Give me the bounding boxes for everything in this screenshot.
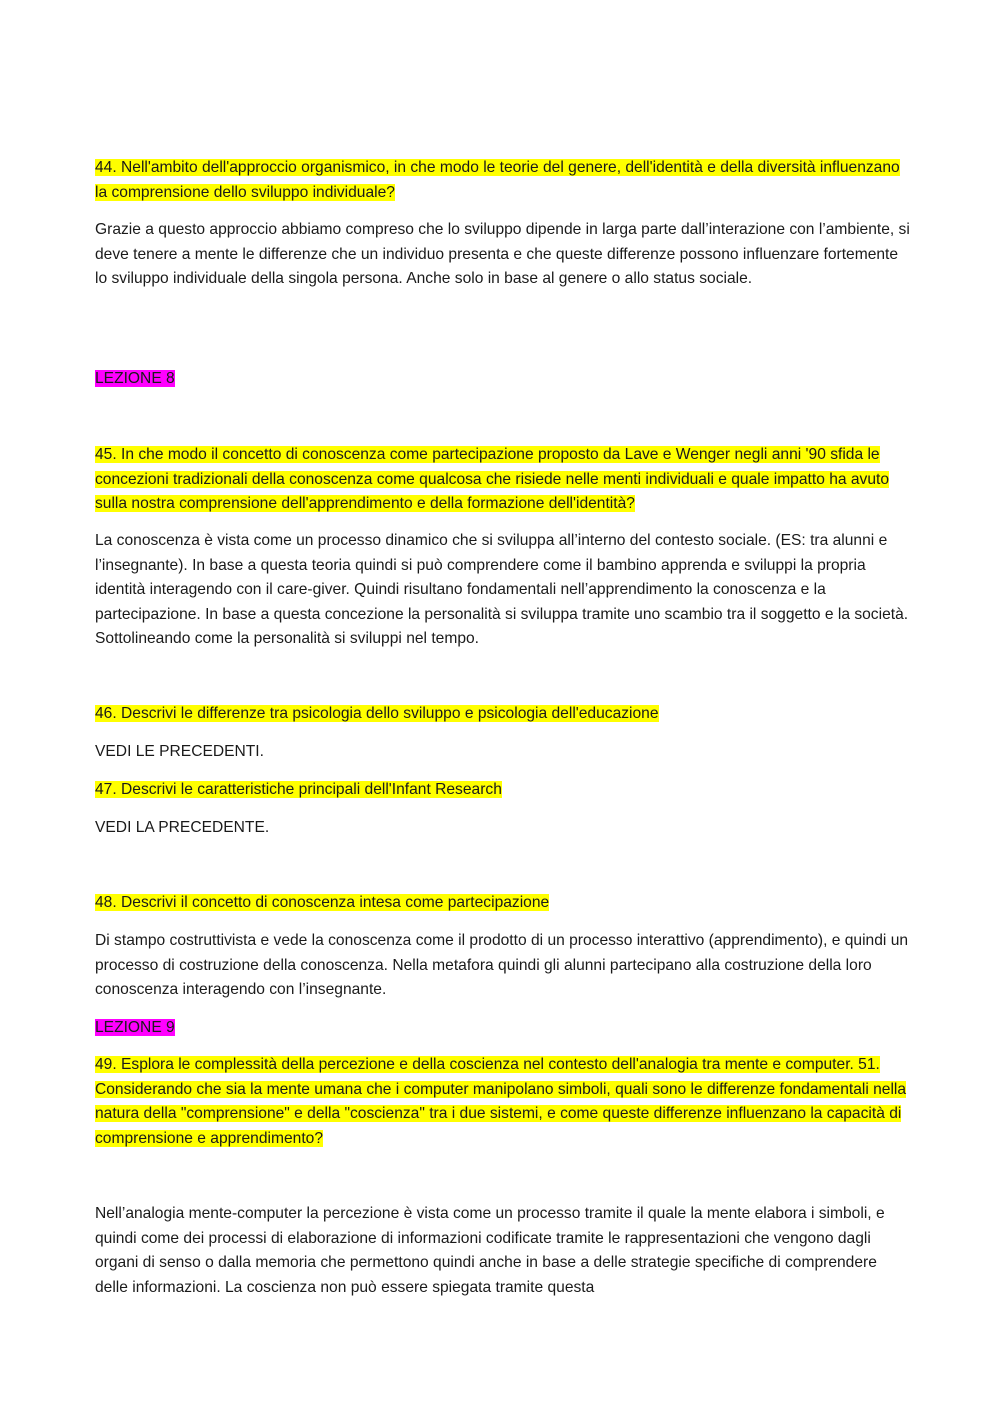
lesson-8-label: LEZIONE 8 (95, 370, 175, 387)
question-49 (95, 1053, 910, 1151)
question-48 (95, 891, 910, 916)
question-46-text: 46. Descrivi le differenze tra psicologia dello sviluppo e psicologia dell'educazione (95, 705, 659, 722)
question-44 (95, 156, 910, 205)
answer-45: La conoscenza è vista come un processo dinamico che si sviluppa all’interno del contesto sociale. (ES: tra alunni e l’insegnante). In base a questa teoria quindi si può comprendere come il bambino apprenda e sviluppi la propria identità interagendo con il care-giver. Quindi risultano fondamentali nell’apprendimento la conoscenza e la partecipazione. In base a questa concezione la personalità si sviluppa tramite uno scambio tra il soggetto e la società. Sottolineando come la personalità si sviluppi nel tempo. (95, 532, 909, 647)
answer-44: Grazie a questo approccio abbiamo compreso che lo sviluppo dipende in larga parte dall’interazione con l’ambiente, si deve tenere a mente le differenze che un individuo presenta e che queste differenze possono influenzare fortemente lo sviluppo individuale della singola persona. Anche solo in base al genere o allo status sociale. (95, 221, 910, 287)
answer-48: Di stampo costruttivista e vede la conoscenza come il prodotto di un processo interattivo (apprendimento), e quindi un processo di costruzione della conoscenza. Nella metafora quindi gli alunni partecipano alla costruzione della loro conoscenza interagendo con l’insegnante. (95, 932, 909, 998)
question-48-text: 48. Descrivi il concetto di conoscenza intesa come partecipazione (95, 894, 550, 911)
answer-46: VEDI LE PRECEDENTI. (95, 743, 264, 760)
question-47-text: 47. Descrivi le caratteristiche principali dell'Infant Research (95, 781, 502, 798)
question-45 (95, 443, 910, 517)
lesson-9-label: LEZIONE 9 (95, 1019, 175, 1036)
question-47 (95, 778, 910, 803)
answer-49: Nell’analogia mente-computer la percezione è vista come un processo tramite il quale la mente elabora i simboli, e quindi come dei processi di elaborazione di informazioni codificate tramite le rappresentazioni che vengono dagli organi di senso o dalla memoria che permettono quindi anche in base a delle strategie specifiche di comprendere delle informazioni. La coscienza non può essere spiegata tramite questa (95, 1205, 885, 1296)
question-46 (95, 702, 910, 727)
answer-47: VEDI LA PRECEDENTE. (95, 819, 270, 836)
question-44-text: 44. Nell'ambito dell'approccio organismico, in che modo le teorie del genere, dell'identità e della diversità influenzano la comprensione dello sviluppo individuale? (95, 159, 900, 201)
question-49-text: 49. Esplora le complessità della percezione e della coscienza nel contesto dell'analogia tra mente e computer. 51. Considerando che sia la mente umana che i computer manipolano simboli, quali sono le differenze fondamentali nella natura della "comprensione" e della "coscienza" tra i due sistemi, e come queste differenze influenzano la capacità di comprensione e apprendimento? (95, 1056, 907, 1147)
lesson-heading-9 (95, 1016, 910, 1041)
question-45-text: 45. In che modo il concetto di conoscenza come partecipazione proposto da Lave e Wenger negli anni '90 sfida le concezioni tradizionali della conoscenza come qualcosa che risiede nelle menti individuali e quale impatto ha avuto sulla nostra comprensione dell'apprendimento e della formazione dell'identità? (95, 446, 890, 512)
lesson-heading-8 (95, 367, 910, 392)
